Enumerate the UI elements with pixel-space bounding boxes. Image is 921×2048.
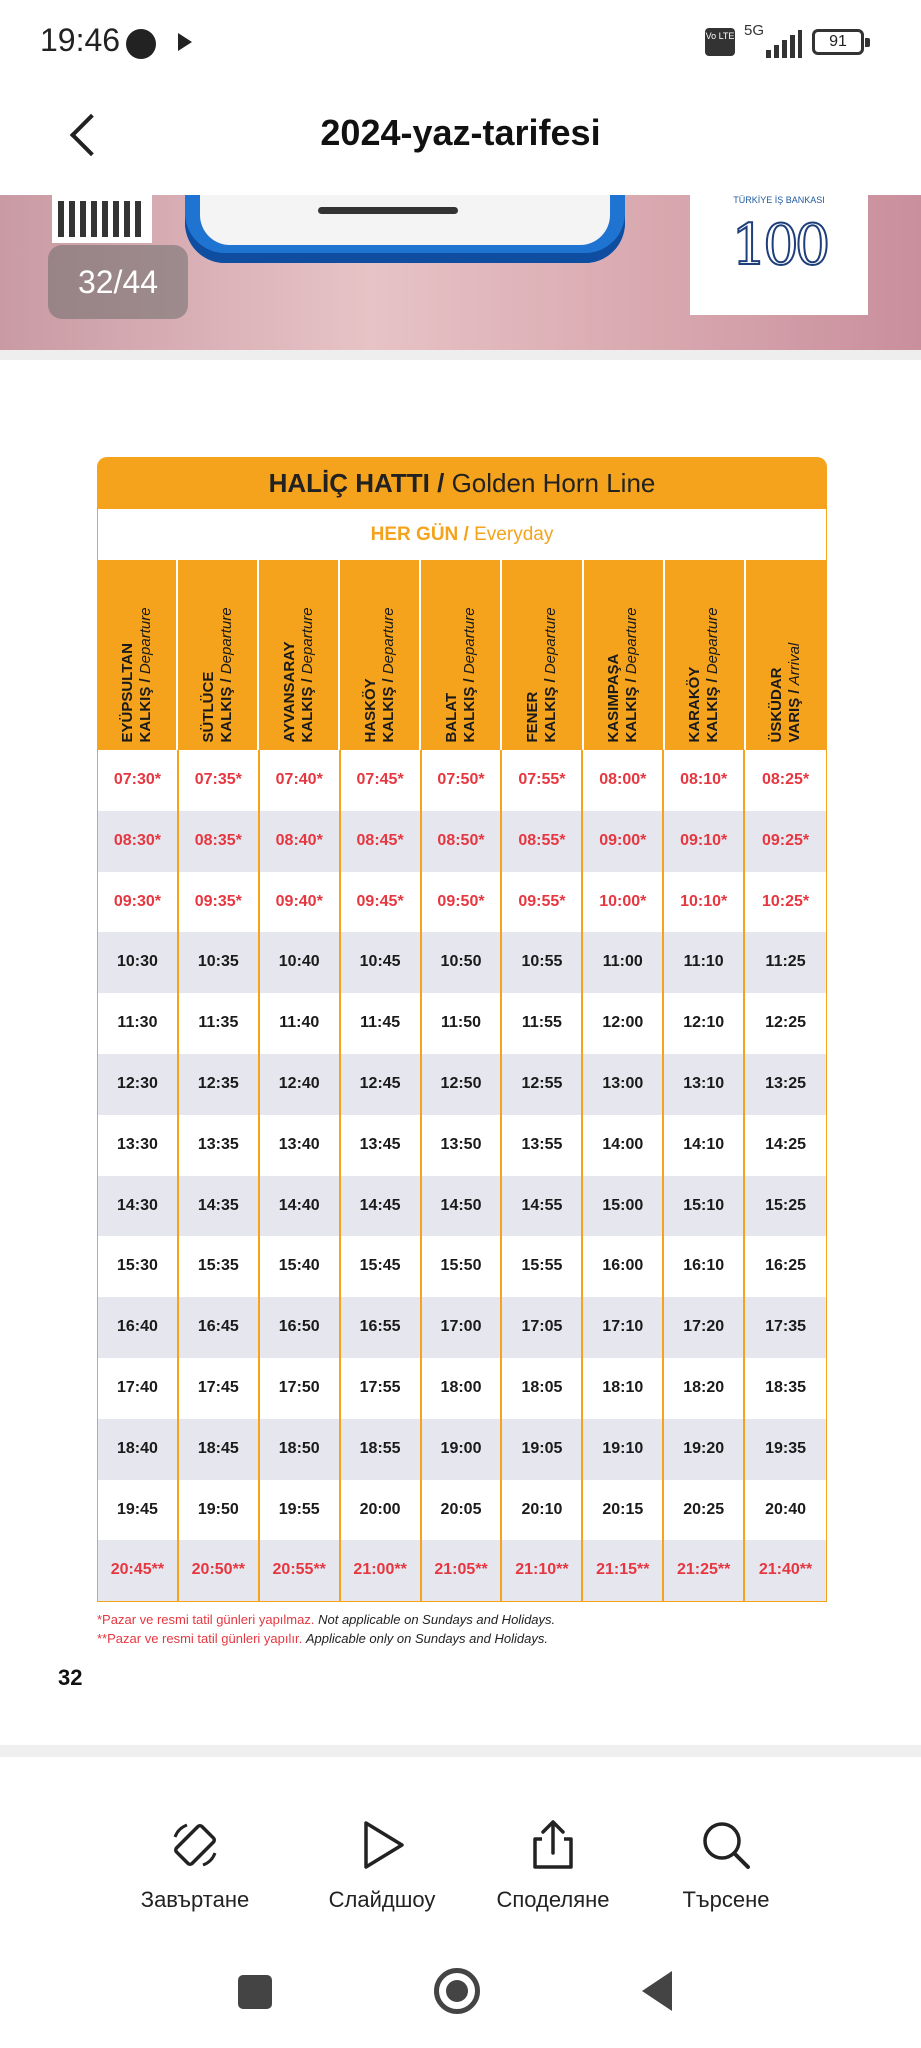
rotate-button[interactable]	[110, 1817, 280, 1913]
table-cell: 19:20	[664, 1419, 745, 1480]
subtitle-tr: HER GÜN /	[370, 524, 469, 545]
qr-code-image	[52, 195, 152, 243]
timetable-subtitle	[97, 509, 827, 560]
table-cell: 11:35	[179, 993, 260, 1054]
table-cell: 20:15	[583, 1480, 664, 1541]
bank-logo-top-text: TÜRKİYE İŞ BANKASI	[733, 195, 825, 205]
column-type-tr: KALKIŞ /	[704, 678, 722, 743]
table-cell: 10:45	[341, 932, 422, 993]
station-name: KARAKÖY	[686, 666, 704, 743]
table-cell: 16:25	[765, 1257, 807, 1275]
column-header-text	[200, 568, 236, 743]
table-row	[98, 872, 826, 933]
search-icon	[698, 1817, 754, 1873]
phone-screen	[200, 195, 610, 245]
table-row	[98, 811, 826, 872]
table-cell: 20:05	[422, 1480, 503, 1541]
recents-icon[interactable]	[238, 1975, 272, 2009]
table-cell: 16:55	[341, 1297, 422, 1358]
table-cell: 18:50	[260, 1419, 341, 1480]
table-cell: 18:45	[179, 1419, 260, 1480]
slideshow-label: Слайдшоу	[328, 1887, 436, 1912]
table-cell: 10:55	[502, 932, 583, 993]
table-cell: 08:40*	[260, 811, 341, 872]
play-icon	[354, 1817, 410, 1873]
table-cell: 08:30*	[98, 811, 179, 872]
rotate-icon	[167, 1817, 223, 1873]
station-name: ÜSKÜDAR	[768, 667, 786, 743]
app-bar	[0, 80, 921, 195]
table-cell: 18:55	[341, 1419, 422, 1480]
footnote-1-tr: *Pazar ve resmi tatil günleri yapılmaz.	[97, 1612, 315, 1627]
column-type-tr: KALKIŞ /	[460, 678, 478, 743]
table-cell: 18:40	[98, 1419, 179, 1480]
footnote-2	[97, 1629, 827, 1648]
table-cell: 07:30*	[98, 750, 179, 811]
column-header-text	[443, 568, 479, 743]
table-cell: 17:55	[341, 1358, 422, 1419]
table-cell: 09:30*	[98, 872, 179, 933]
table-cell: 11:10	[664, 932, 745, 993]
table-cell: 13:35	[179, 1115, 260, 1176]
table-cell: 07:35*	[179, 750, 260, 811]
table-cell: 10:40	[260, 932, 341, 993]
table-cell: 07:45*	[341, 750, 422, 811]
column-header	[97, 560, 178, 750]
footnote-2-en: Applicable only on Sundays and Holidays.	[305, 1631, 548, 1646]
table-row	[98, 1297, 826, 1358]
table-cell: 20:50**	[179, 1540, 260, 1601]
table-cell: 07:40*	[260, 750, 341, 811]
table-cell: 09:50*	[422, 872, 503, 933]
table-cell: 19:00	[422, 1419, 503, 1480]
table-cell: 20:40	[765, 1500, 807, 1518]
status-bar	[0, 0, 921, 80]
table-cell: 12:50	[422, 1054, 503, 1115]
table-cell: 14:45	[341, 1176, 422, 1237]
table-cell: 20:25	[664, 1480, 745, 1541]
table-cell: 09:40*	[260, 872, 341, 933]
rotate-label: Завъртане	[140, 1887, 250, 1912]
table-row	[98, 1054, 826, 1115]
table-cell: 19:55	[260, 1480, 341, 1541]
column-header-text	[605, 568, 641, 743]
action-bar	[0, 1757, 921, 1937]
timetable-body	[97, 750, 827, 1602]
media-play-icon	[178, 33, 192, 51]
table-cell: 19:45	[98, 1480, 179, 1541]
search-label: Търсене	[682, 1887, 770, 1912]
table-cell: 15:40	[260, 1236, 341, 1297]
table-cell: 15:55	[502, 1236, 583, 1297]
station-name: HASKÖY	[361, 678, 379, 743]
home-icon[interactable]	[434, 1968, 480, 2014]
title-tr: HALİÇ HATTI /	[268, 468, 445, 498]
table-cell: 11:00	[583, 932, 664, 993]
table-cell: 14:30	[98, 1176, 179, 1237]
table-cell: 10:00*	[583, 872, 664, 933]
footnote-1-en: Not applicable on Sundays and Holidays.	[318, 1612, 556, 1627]
table-cell: 18:05	[502, 1358, 583, 1419]
table-cell: 12:55	[502, 1054, 583, 1115]
table-row	[98, 1480, 826, 1541]
subtitle-en: Everyday	[474, 524, 554, 545]
table-cell: 14:25	[765, 1135, 807, 1153]
table-cell: 10:35	[179, 932, 260, 993]
table-cell: 16:40	[98, 1297, 179, 1358]
table-cell: 09:25*	[761, 831, 810, 849]
table-cell: 14:50	[422, 1176, 503, 1237]
table-cell: 17:35	[765, 1318, 807, 1336]
table-cell: 10:50	[422, 932, 503, 993]
page-separator-bottom	[0, 1745, 921, 1757]
status-time: 19:46	[40, 22, 121, 58]
page-counter: 32/44	[48, 245, 188, 319]
station-name: FENER	[524, 691, 542, 743]
timetable-header	[97, 560, 827, 750]
column-header-text	[524, 568, 560, 743]
table-cell: 11:45	[341, 993, 422, 1054]
table-cell: 21:15**	[583, 1540, 664, 1601]
table-cell: 13:10	[664, 1054, 745, 1115]
table-row	[98, 1236, 826, 1297]
table-cell: 08:35*	[179, 811, 260, 872]
column-header-text	[768, 568, 804, 743]
column-header	[584, 560, 665, 750]
table-cell: 14:55	[502, 1176, 583, 1237]
table-cell: 21:40**	[758, 1561, 813, 1579]
table-cell: 17:45	[179, 1358, 260, 1419]
column-header	[746, 560, 827, 750]
station-name: EYÜPSULTAN	[118, 643, 136, 743]
table-cell: 18:00	[422, 1358, 503, 1419]
table-cell: 10:25*	[761, 892, 810, 910]
table-row	[98, 1419, 826, 1480]
column-type-en: Departure	[217, 607, 235, 675]
column-type-en: Departure	[136, 607, 154, 675]
table-cell: 14:40	[260, 1176, 341, 1237]
station-name: SÜTLÜCE	[199, 671, 217, 743]
table-cell: 18:20	[664, 1358, 745, 1419]
table-cell: 09:45*	[341, 872, 422, 933]
table-cell: 09:35*	[179, 872, 260, 933]
table-cell: 17:00	[422, 1297, 503, 1358]
page-separator	[0, 350, 921, 360]
document-page[interactable]	[0, 360, 921, 1745]
table-cell: 18:35	[765, 1378, 807, 1396]
column-header	[421, 560, 502, 750]
column-type-en: Arrival	[786, 642, 804, 686]
title-en: Golden Horn Line	[451, 468, 656, 498]
column-type-en: Departure	[623, 607, 641, 675]
table-cell: 11:55	[502, 993, 583, 1054]
table-row	[98, 932, 826, 993]
table-cell: 17:50	[260, 1358, 341, 1419]
page-title: 2024-yaz-tarifesi	[320, 112, 601, 153]
phone-speaker	[318, 207, 458, 214]
table-row	[98, 1115, 826, 1176]
table-cell: 20:55**	[260, 1540, 341, 1601]
volte-icon: Vo LTE	[705, 28, 735, 56]
table-cell: 14:10	[664, 1115, 745, 1176]
nav-back-icon[interactable]	[642, 1971, 672, 2011]
table-cell: 13:50	[422, 1115, 503, 1176]
column-type-en: Departure	[704, 607, 722, 675]
table-cell: 12:10	[664, 993, 745, 1054]
station-name: AYVANSARAY	[280, 641, 298, 743]
column-type-tr: KALKIŞ /	[542, 678, 560, 743]
table-cell: 11:40	[260, 993, 341, 1054]
station-name: KASIMPAŞA	[605, 653, 623, 743]
column-type-tr: KALKIŞ /	[136, 678, 154, 743]
table-cell: 19:35	[765, 1439, 807, 1457]
table-cell: 14:35	[179, 1176, 260, 1237]
table-cell: 15:10	[664, 1176, 745, 1237]
logo-100-text: 100	[731, 213, 827, 278]
table-cell: 16:45	[179, 1297, 260, 1358]
table-cell: 21:10**	[502, 1540, 583, 1601]
table-cell: 08:55*	[502, 811, 583, 872]
table-cell: 12:25	[765, 1014, 807, 1032]
network-type: 5G	[744, 22, 765, 39]
column-type-tr: VARIŞ /	[786, 689, 804, 743]
table-cell: 11:50	[422, 993, 503, 1054]
table-cell: 13:45	[341, 1115, 422, 1176]
signal-icon	[766, 30, 802, 58]
table-cell: 10:30	[98, 932, 179, 993]
table-cell: 14:00	[583, 1115, 664, 1176]
column-type-en: Departure	[298, 607, 316, 675]
column-header-text	[119, 568, 155, 743]
table-row	[98, 1358, 826, 1419]
table-cell: 17:05	[502, 1297, 583, 1358]
table-row	[98, 750, 826, 811]
column-header	[259, 560, 340, 750]
table-cell: 12:35	[179, 1054, 260, 1115]
table-cell: 20:10	[502, 1480, 583, 1541]
table-cell: 18:10	[583, 1358, 664, 1419]
table-row	[98, 1176, 826, 1237]
table-cell: 07:50*	[422, 750, 503, 811]
table-cell: 15:50	[422, 1236, 503, 1297]
column-type-tr: KALKIŞ /	[379, 678, 397, 743]
table-cell: 13:30	[98, 1115, 179, 1176]
column-type-tr: KALKIŞ /	[217, 678, 235, 743]
footnote-1	[97, 1610, 827, 1629]
table-cell: 16:50	[260, 1297, 341, 1358]
column-header	[502, 560, 583, 750]
table-cell: 20:00	[341, 1480, 422, 1541]
table-cell: 15:00	[583, 1176, 664, 1237]
table-cell: 11:30	[98, 993, 179, 1054]
station-name: BALAT	[442, 692, 460, 743]
slideshow-button[interactable]	[297, 1817, 467, 1913]
table-cell: 15:30	[98, 1236, 179, 1297]
column-header-text	[362, 568, 398, 743]
table-cell: 08:50*	[422, 811, 503, 872]
table-cell: 09:55*	[502, 872, 583, 933]
column-header	[340, 560, 421, 750]
table-cell: 16:00	[583, 1236, 664, 1297]
table-cell: 13:40	[260, 1115, 341, 1176]
table-cell: 19:10	[583, 1419, 664, 1480]
column-header	[178, 560, 259, 750]
table-cell: 19:50	[179, 1480, 260, 1541]
table-cell: 15:35	[179, 1236, 260, 1297]
column-type-en: Departure	[542, 607, 560, 675]
table-cell: 11:25	[765, 953, 806, 971]
bank-logo	[690, 195, 868, 315]
table-row	[98, 993, 826, 1054]
table-cell: 12:40	[260, 1054, 341, 1115]
table-cell: 09:10*	[664, 811, 745, 872]
table-cell: 08:10*	[664, 750, 745, 811]
table-cell: 07:55*	[502, 750, 583, 811]
table-cell: 09:00*	[583, 811, 664, 872]
table-cell: 21:00**	[341, 1540, 422, 1601]
column-type-tr: KALKIŞ /	[298, 678, 316, 743]
share-label: Споделяне	[496, 1887, 610, 1912]
previous-page-preview[interactable]	[0, 195, 921, 350]
table-cell: 21:25**	[664, 1540, 745, 1601]
table-cell: 08:25*	[761, 771, 810, 788]
table-cell: 17:20	[664, 1297, 745, 1358]
system-nav-bar	[0, 1937, 921, 2048]
table-cell: 12:00	[583, 993, 664, 1054]
table-cell: 13:55	[502, 1115, 583, 1176]
column-type-tr: KALKIŞ /	[623, 678, 641, 743]
table-cell: 19:05	[502, 1419, 583, 1480]
column-header-text	[281, 568, 317, 743]
footnotes	[97, 1610, 827, 1648]
footnote-2-tr: **Pazar ve resmi tatil günleri yapılır.	[97, 1631, 303, 1646]
share-icon	[525, 1817, 581, 1873]
timetable	[97, 457, 827, 1602]
battery-icon: 91	[812, 29, 864, 55]
column-type-en: Departure	[379, 607, 397, 675]
table-cell: 12:30	[98, 1054, 179, 1115]
table-cell: 12:45	[341, 1054, 422, 1115]
table-cell: 15:45	[341, 1236, 422, 1297]
share-button[interactable]	[468, 1817, 638, 1913]
timetable-title	[97, 457, 827, 509]
table-cell: 15:25	[765, 1196, 807, 1214]
do-not-disturb-icon	[126, 29, 156, 59]
table-cell: 21:05**	[422, 1540, 503, 1601]
table-cell: 13:25	[765, 1074, 807, 1092]
column-header	[665, 560, 746, 750]
table-cell: 08:45*	[341, 811, 422, 872]
table-cell: 10:10*	[664, 872, 745, 933]
column-type-en: Departure	[460, 607, 478, 675]
table-cell: 17:10	[583, 1297, 664, 1358]
page-number: 32	[58, 1665, 83, 1690]
search-button[interactable]	[641, 1817, 811, 1913]
table-cell: 20:45**	[98, 1540, 179, 1601]
column-header-text	[686, 568, 722, 743]
table-row	[98, 1540, 826, 1601]
table-cell: 17:40	[98, 1358, 179, 1419]
table-cell: 08:00*	[583, 750, 664, 811]
table-cell: 13:00	[583, 1054, 664, 1115]
table-cell: 16:10	[664, 1236, 745, 1297]
